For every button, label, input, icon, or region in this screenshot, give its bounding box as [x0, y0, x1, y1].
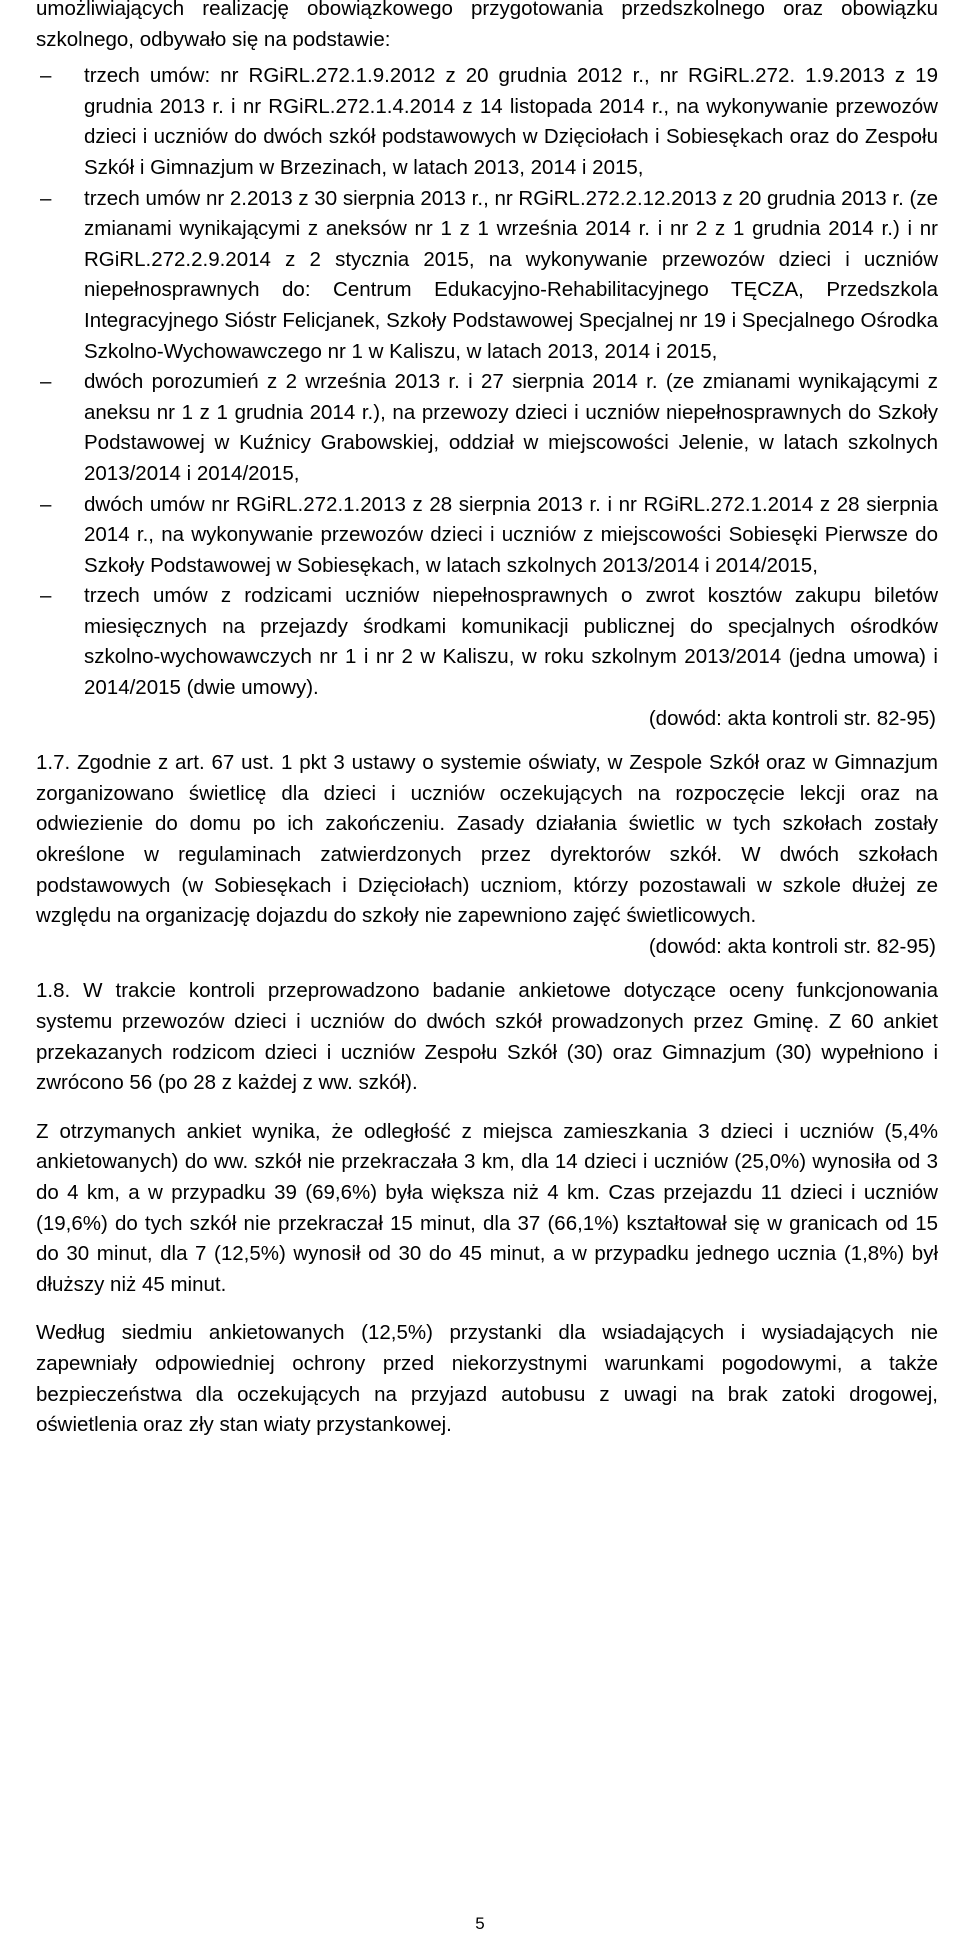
dash-bullet: – — [40, 492, 52, 516]
list-item-text: trzech umów: nr RGiRL.272.1.9.2012 z 20 grudnia 2012 r., nr RGiRL.272. 1.9.2013 z 19 grudnia 2013 r. i nr RGiRL.272.1.4.2014 z 14 listopada 2014 r., na wykonywanie przewozów dzieci i uczniów do dwóch szkół podstawowych w Dzięciołach i Sobiesękach oraz do Zespołu Szkół i Gimnazjum w Brzezinach, w latach 2013, 2014 i 2015, — [84, 64, 938, 179]
list-item — [40, 367, 938, 489]
evidence-reference: (dowód: akta kontroli str. 82-95) — [648, 706, 936, 730]
dash-bullet: – — [40, 370, 52, 394]
section-1-7-paragraph: 1.7. Zgodnie z art. 67 ust. 1 pkt 3 ustawy o systemie oświaty, w Zespole Szkół oraz w Gimnazjum zorganizowano świetlicę dla dzieci i uczniów oczekujących na rozpoczęcie lekcji oraz na odwiezienie do domu po ich zakończeniu. Zasady działania świetlic w tych szkołach zostały określone w regulaminach zatwierdzonych przez dyrektorów szkół. W dwóch szkołach podstawowych (w Sobiesękach i Dzięciołach) uczniom, którzy pozostawali w szkole dłużej ze względu na organizację dojazdu do szkoły nie zapewniono zajęć świetlicowych. — [36, 751, 938, 928]
list-item — [40, 581, 938, 703]
section-1-8-paragraph: 1.8. W trakcie kontroli przeprowadzono badanie ankietowe dotyczące oceny funkcjonowania systemu przewozów dzieci i uczniów do dwóch szkół prowadzonych przez Gminę. Z 60 ankiet przekazanych rodzicom dzieci i uczniów Zespołu Szkół (30) oraz Gimnazjum (30) wypełniono i zwrócono 56 (po 28 z każdej z ww. szkół). — [36, 979, 938, 1095]
distance-time-paragraph: Z otrzymanych ankiet wynika, że odległość z miejsca zamieszkania 3 dzieci i uczniów (5,4% ankietowanych) do ww. szkół nie przekraczała 3 km, dla 14 dzieci i uczniów (25,0%) wynosiła od 3 do 4 km, a w przypadku 39 (69,6%) była większa niż 4 km. Czas przejazdu 11 dzieci i uczniów (19,6%) do tych szkół nie przekraczał 15 minut, dla 37 (66,1%) kształtował się w granicach od 15 do 30 minut, dla 7 (12,5%) wynosił od 30 do 45 minut, a w przypadku jednego ucznia (1,8%) był dłuższy niż 45 minut. — [36, 1119, 938, 1296]
dash-bullet: – — [40, 584, 52, 608]
list-item-text: trzech umów z rodzicami uczniów niepełnosprawnych o zwrot kosztów zakupu biletów miesięcznych na przejazdy środkami komunikacji publicznej do specjalnych ośrodków szkolno-wychowawczych nr 1 i nr 2 w Kaliszu, w roku szkolnym 2013/2014 (jedna umowa) i 2014/2015 (dwie umowy). — [84, 584, 938, 700]
list-item-text: dwóch porozumień z 2 września 2013 r. i 27 sierpnia 2014 r. (ze zmianami wynikającymi z aneksu nr 1 z 1 grudnia 2014 r.), na przewozy dzieci i uczniów niepełnosprawnych do Szkoły Podstawowej w Kuźnicy Grabowskiej, oddział w miejscowości Jelenie, w latach szkolnych 2013/2014 i 2014/2015, — [84, 370, 938, 485]
list-item — [40, 490, 938, 582]
list-item-text: trzech umów nr 2.2013 z 30 sierpnia 2013 r., nr RGiRL.272.2.12.2013 z 20 grudnia 2013 r. (ze zmianami wynikającymi z aneksów nr 1 z 1 września 2014 r. i nr 2 z 1 grudnia 2014 r.) i nr RGiRL.272.2.9.2014 z 2 stycznia 2015, na wykonywanie przewozów dzieci i uczniów niepełnosprawnych do: Centrum Edukacyjno-Rehabilitacyjnego TĘCZA, Przedszkola Integracyjnego Sióstr Felicjanek, Szkoły Podstawowej Specjalnej nr 19 i Specjalnego Ośrodka Szkolno-Wychowawczego nr 1 w Kaliszu, w latach 2013, 2014 i 2015, — [84, 186, 938, 363]
transport-agreements-list — [36, 61, 938, 703]
bus-stops-paragraph: Według siedmiu ankietowanych (12,5%) przystanki dla wsiadających i wysiadających nie zapewniały odpowiedniej ochrony przed niekorzystnymi warunkami pogodowymi, a także bezpieczeństwa dla oczekujących na przyjazd autobusu z uwagi na brak zatoki drogowej, oświetlenia oraz zły stan wiaty przystankowej. — [36, 1321, 938, 1437]
intro-paragraph: umożliwiających realizację obowiązkowego przygotowania przedszkolnego oraz obowiązku szkolnego, odbywało się na podstawie: — [36, 0, 938, 51]
list-item-text: dwóch umów nr RGiRL.272.1.2013 z 28 sierpnia 2013 r. i nr RGiRL.272.1.2014 z 28 sierpnia 2014 r., na wykonywanie przewozów dzieci i uczniów z miejscowości Sobiesęki Pierwsze do Szkoły Podstawowej w Sobiesękach, w latach szkolnych 2013/2014 i 2014/2015, — [84, 492, 938, 577]
list-item — [40, 61, 938, 183]
page-content — [36, 0, 938, 1441]
page-number: 5 — [475, 1914, 485, 1933]
list-item — [40, 184, 938, 368]
dash-bullet: – — [40, 64, 52, 88]
evidence-reference: (dowód: akta kontroli str. 82-95) — [648, 934, 936, 958]
dash-bullet: – — [40, 186, 52, 210]
